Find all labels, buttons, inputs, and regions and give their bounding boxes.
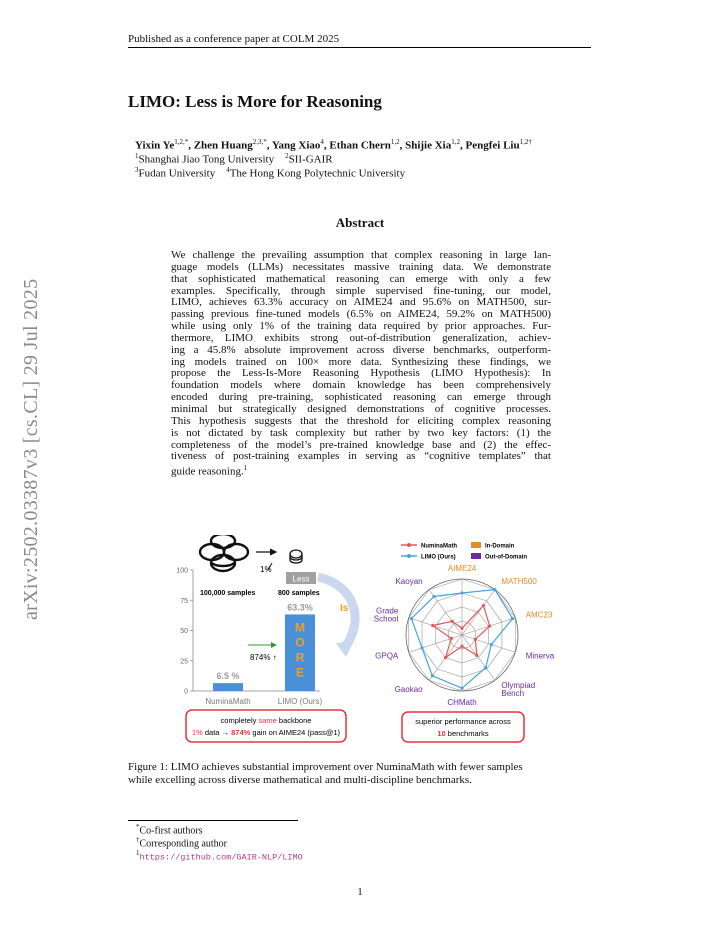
github-link[interactable]: https://github.com/GAIR-NLP/LIMO [139, 852, 303, 863]
is-arrowhead [336, 641, 354, 657]
legend-marker-numina [407, 543, 411, 547]
radar-axis-label: MATH500 [501, 576, 537, 586]
abstract-line: completeness of the model’s pre-trained knowledge base and (2) the effec- [171, 438, 551, 451]
limo-point [410, 617, 413, 620]
footnote-corresponding: †Corresponding author [136, 836, 227, 850]
numina-point [460, 627, 463, 630]
y-tick-label: 100 [176, 567, 188, 575]
page-number: 1 [357, 886, 363, 898]
is-arrow [318, 577, 355, 647]
radar-axis-label: GPQA [375, 651, 399, 661]
limo-point [460, 687, 463, 690]
numina-point [450, 637, 453, 640]
limo-point [484, 666, 487, 669]
abstract-body [171, 250, 551, 479]
abstract-footnote-mark: 1 [243, 464, 248, 473]
numina-point [451, 620, 454, 623]
radar-axis-label: AIME24 [447, 564, 477, 573]
radar-axis-label: CHMath [447, 698, 477, 707]
author-affiliation-mark: 1,2 [390, 138, 400, 146]
abstract-line: thermore, LIMO exhibits strong out-of-distribution generalization, achiev- [171, 331, 551, 344]
limo-point [493, 588, 496, 591]
y-tick-label: 75 [180, 597, 188, 605]
more-letter: E [295, 665, 305, 680]
footnote-rule [128, 820, 298, 821]
radar-axis-label: Olympiad Bench [501, 681, 536, 699]
radar-axis-label: AMC23 [525, 610, 553, 620]
abstract-line: tiveness of post-training examples in serving as “cognitive templates” that [171, 450, 551, 463]
y-ticks [176, 568, 193, 696]
legend-label-in-domain: In-Domain [485, 543, 515, 550]
large-database-icon [200, 535, 248, 571]
author-name: Ethan Chern [329, 139, 391, 152]
affiliation-line-1: $^1$Shanghai Jiao Tong University $^2$SII-GAIR [135, 152, 333, 166]
percent-1-label: 1% [260, 565, 272, 574]
author-name: Zhen Huang [193, 139, 253, 152]
more-letter: R [295, 650, 305, 665]
author-list: Yixin $Ye^{1,2,*}$, Zhen Huang$^{2,3,*}$, Yang Xiao$^4$, Ethan Chern$^{1,2}$, Shijie Xia$^{1,2}$, Pengfei Liu$^{1,2\dagger}$ [135, 138, 532, 152]
numina-series-line [433, 606, 490, 658]
improvement-label: 874% ↑ [250, 653, 277, 662]
is-label: Is [340, 603, 349, 614]
limo-samples-label: 800 samples [278, 590, 320, 597]
radar-chart [374, 564, 555, 707]
numina-point [488, 624, 491, 627]
author-name: Shijie Xia [405, 139, 452, 152]
running-header: Published as a conference paper at COLM 2025 [128, 33, 340, 45]
header-rule [128, 47, 591, 48]
more-letter: M [295, 620, 305, 635]
footnote-link[interactable]: $^1$https://github.com/GAIR-NLP/LIMO [136, 849, 303, 863]
radar-axis-label: Grade School [373, 606, 399, 624]
summary-right-line-1: superior performance across [415, 717, 511, 726]
abstract-line: We challenge the prevailing assumption that complex reasoning in large lan- [171, 249, 551, 261]
abstract-line: guage models (LLMs) necessitates massive training data. We demonstrate [171, 260, 551, 273]
summary-left-line-2: 1% data → 874% gain on AIME24 (pass@1) [191, 728, 341, 737]
numina-point [431, 624, 434, 627]
radar-chart-panel [374, 542, 555, 742]
abstract-line: examples. Specifically, through simple supervised fine-tuning, our model, [171, 284, 551, 297]
bar-label-numinamath: NuminaMath [205, 697, 251, 706]
affiliation-line-2: $^3$Fudan University $^4$The Hong Kong Polytechnic University [135, 166, 406, 180]
arxiv-identifier: arXiv:2502.03387v3 [cs.CL] 29 Jul 2025 [20, 278, 42, 620]
abstract-line: ing models trained on 100× more data. Synthesizing these findings, we [171, 355, 551, 368]
limo-point [460, 591, 463, 594]
author-affiliation-mark: 1,2,* [174, 138, 189, 146]
abstract-line: This hypothesis suggests that the threshold for eliciting complex reasoning [171, 414, 551, 427]
radar-spoke [462, 590, 495, 635]
summary-left-line-1: completely same backbone [220, 716, 312, 725]
limo-point [511, 617, 514, 620]
author-name: Pengfei Liu [465, 139, 520, 152]
radar-axis-label: Gaokao [394, 685, 423, 695]
author-affiliation-mark: 2,3,* [252, 138, 267, 146]
bar-chart-panel [176, 535, 355, 742]
numina-point [460, 645, 463, 648]
numina-samples-label: 100,000 samples [200, 590, 256, 597]
author-name: Yixin Ye [135, 139, 175, 152]
legend-label-out-domain: Out-of-Domain [485, 554, 527, 561]
legend-marker-limo [407, 554, 411, 558]
abstract-line: encoded during pre-training, sophisticated reasoning can emerge through [171, 391, 551, 404]
abstract-line: minimal but strategically designed demonstrations of cognitive processes. [171, 402, 551, 415]
limo-point [432, 595, 435, 598]
abstract-line: that sophisticated mathematical reasoning can emerge with only a few [171, 272, 551, 285]
numina-point [482, 604, 485, 607]
figure-caption: Figure 1: LIMO achieves substantial improvement over NuminaMath with fewer samples while excelling across diverse mathematical and multi-discipline benchmarks. [128, 761, 523, 786]
numina-point [474, 638, 477, 641]
figure-1 [160, 535, 580, 755]
numina-point [444, 656, 447, 659]
footnote-cofirst: *Co-first authors [136, 823, 203, 837]
summary-right-line-2: 10 benchmarks [437, 729, 489, 738]
legend-swatch-out-domain [471, 553, 481, 559]
bar-value-numinamath: 6.5 % [216, 671, 240, 682]
limo-point [420, 646, 423, 649]
limo-point [431, 674, 434, 677]
paper-title: LIMO: Less is More for Reasoning [128, 92, 382, 111]
abstract-heading: Abstract [335, 215, 385, 230]
abstract-line: propose the Less-Is-More Reasoning Hypothesis (LIMO Hypothesis): In [171, 367, 551, 380]
radar-axis-label: Kaoyan [395, 576, 423, 586]
summary-box-left [186, 710, 346, 742]
abstract-line: LIMO, achieves 63.3% accuracy on AIME24 and 95.6% on MATH500, sur- [171, 296, 551, 309]
y-tick-label: 25 [180, 658, 188, 666]
author-affiliation-mark: 1,2 [451, 138, 460, 146]
bar-value-limo: 63.3% [287, 602, 313, 613]
y-tick-label: 50 [180, 628, 188, 635]
bar-numinamath [213, 683, 243, 691]
author-affiliation-mark: 1,2† [519, 138, 532, 146]
abstract-line: while using only 1% of the training data required by prior approaches. Fur- [171, 320, 551, 333]
abstract-line: guide reasoning.$^1$ [171, 464, 248, 478]
small-database-icon [290, 550, 302, 563]
author-name: Yang Xiao [271, 139, 321, 152]
legend-label-numina: NuminaMath [421, 543, 457, 550]
limo-point [490, 643, 493, 646]
abstract-line: passing previous fine-tuned models (6.5% on AIME24, 59.2% on MATH500) [171, 308, 551, 321]
abstract-line: ing a 45.8% absolute improvement across diverse benchmarks, outperform- [171, 343, 551, 356]
numina-point [475, 654, 478, 657]
y-tick-label: 0 [184, 688, 188, 696]
less-label: Less [292, 574, 310, 584]
more-letters [295, 620, 305, 679]
radar-axis-label: Minerva [525, 651, 555, 661]
bar-label-limo: LIMO (Ours) [277, 697, 323, 706]
abstract-line: is not dictated by task complexity but rather by two key factors: (1) the [171, 426, 551, 439]
abstract-line: foundation models where domain knowledge has been comprehensively [171, 379, 551, 392]
more-letter: O [295, 635, 305, 650]
author-affiliation-mark: 4 [320, 138, 324, 146]
legend-swatch-in-domain [471, 542, 481, 548]
legend-label-limo: LIMO (Ours) [421, 554, 456, 561]
